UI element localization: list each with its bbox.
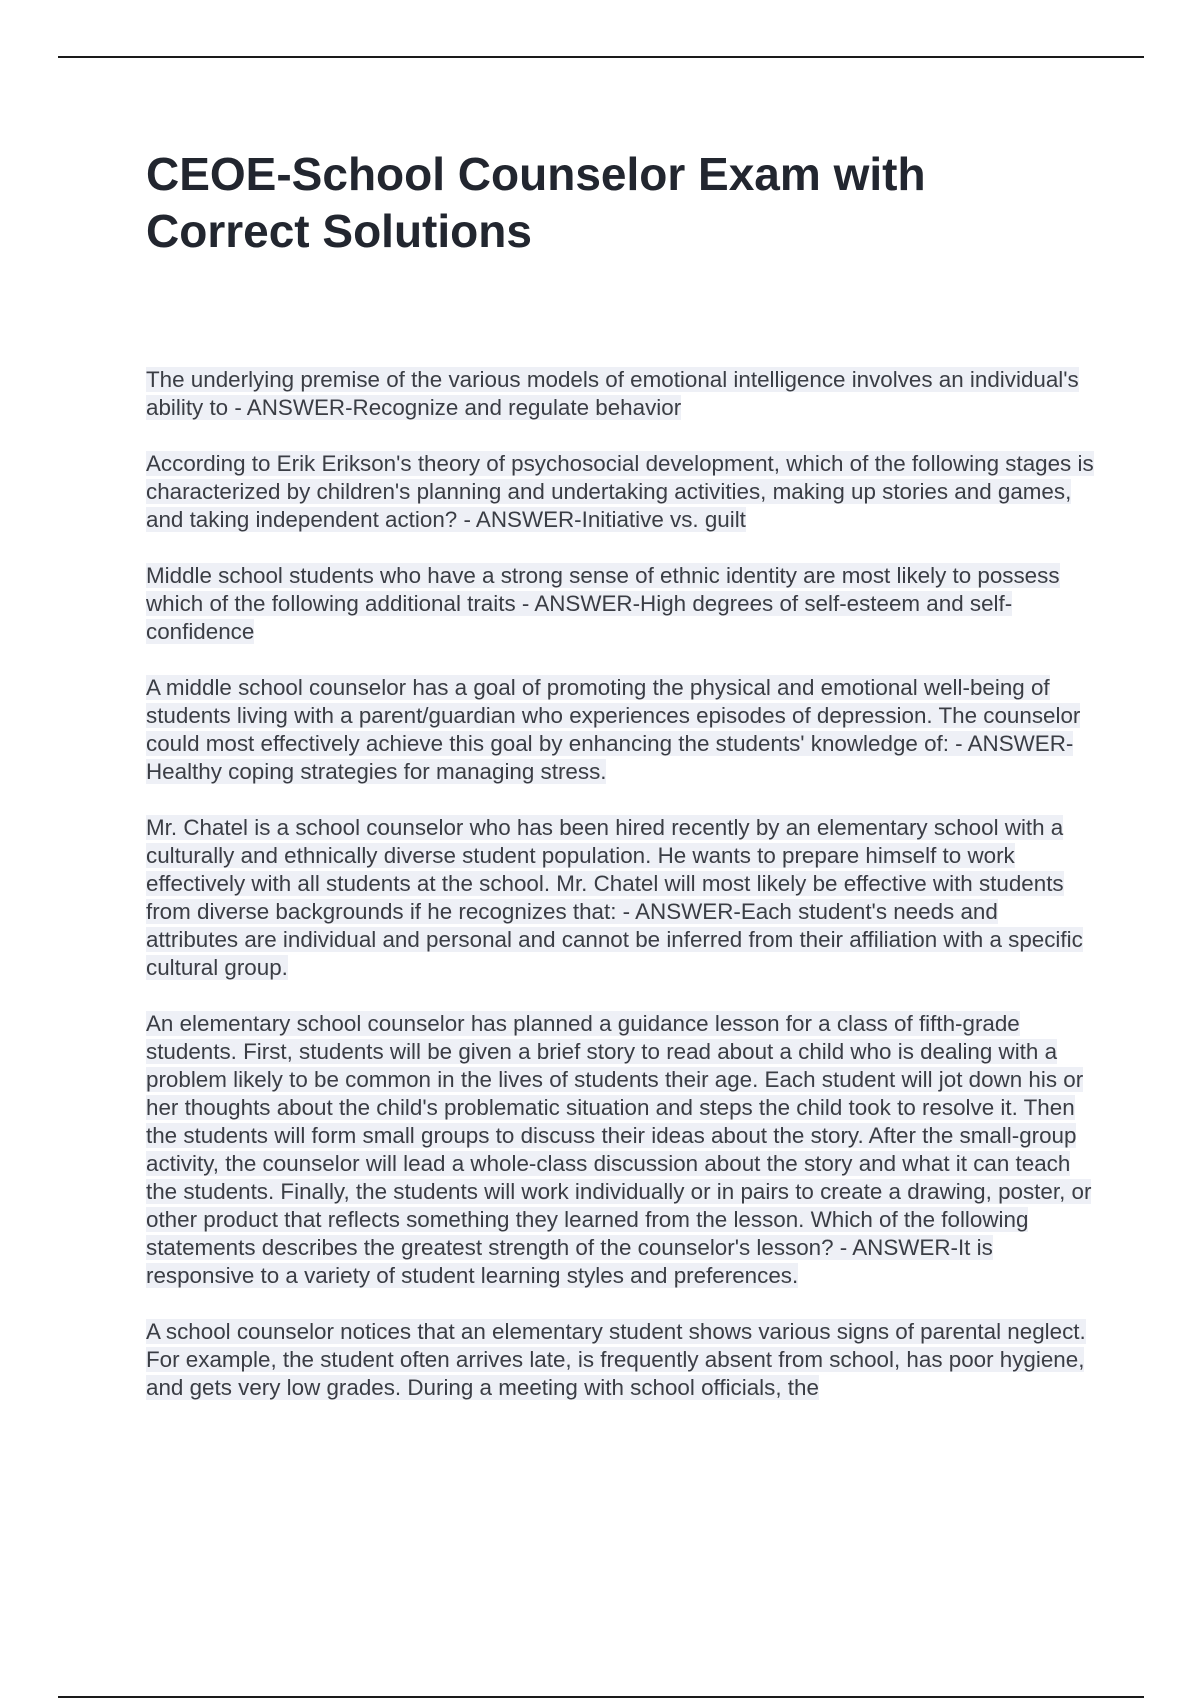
qa-item — [146, 814, 1096, 982]
qa-item — [146, 1318, 1096, 1402]
qa-item — [146, 450, 1096, 534]
qa-item — [146, 562, 1096, 646]
qa-item — [146, 366, 1096, 422]
qa-item — [146, 674, 1096, 786]
qa-text: A school counselor notices that an elementary student shows various signs of parental neglect. For example, the student often arrives late, is frequently absent from school, has poor hygiene, and gets very low grades. During a meeting with school officials, the — [146, 1319, 1086, 1400]
qa-text: An elementary school counselor has planned a guidance lesson for a class of fifth-grade students. First, students will be given a brief story to read about a child who is dealing with a problem likely to be common in the lives of students their age. Each student will jot down his or her thoughts about the child's problematic situation and steps the child took to resolve it. Then the students will form small groups to discuss their ideas about the story. After the small-group activity, the counselor will lead a whole-class discussion about the story and what it can teach the students. Finally, the students will work individually or in pairs to create a drawing, poster, or other product that reflects something they learned from the lesson. Which of the following statements describes the greatest strength of the counselor's lesson? - ANSWER-It is responsive to a variety of student learning styles and preferences. — [146, 1011, 1092, 1288]
qa-text: The underlying premise of the various models of emotional intelligence involves an individual's ability to - ANSWER-Recognize and regulate behavior — [146, 367, 1079, 420]
qa-text: A middle school counselor has a goal of promoting the physical and emotional well-being of students living with a parent/guardian who experiences episodes of depression. The counselor could most effectively achieve this goal by enhancing the students' knowledge of: - ANSWER-Healthy coping strategies for managing stress. — [146, 675, 1081, 784]
qa-list — [146, 366, 1096, 1430]
qa-text: According to Erik Erikson's theory of psychosocial development, which of the following stages is characterized by children's planning and undertaking activities, making up stories and games, and taking independent action? - ANSWER-Initiative vs. guilt — [146, 451, 1094, 532]
page-title: CEOE-School Counselor Exam with Correct Solutions — [146, 148, 926, 257]
top-divider — [58, 56, 1144, 58]
qa-text: Mr. Chatel is a school counselor who has been hired recently by an elementary school with a culturally and ethnically diverse student population. He wants to prepare himself to work effectively with all students at the school. Mr. Chatel will most likely be effective with students from diverse backgrounds if he recognizes that: - ANSWER-Each student's needs and attributes are individual and personal and cannot be inferred from their affiliation with a specific cultural group. — [146, 815, 1083, 980]
qa-text: Middle school students who have a strong sense of ethnic identity are most likely to possess which of the following additional traits - ANSWER-High degrees of self-esteem and self-confidence — [146, 563, 1060, 644]
bottom-divider — [58, 1696, 1144, 1698]
qa-item — [146, 1010, 1096, 1290]
